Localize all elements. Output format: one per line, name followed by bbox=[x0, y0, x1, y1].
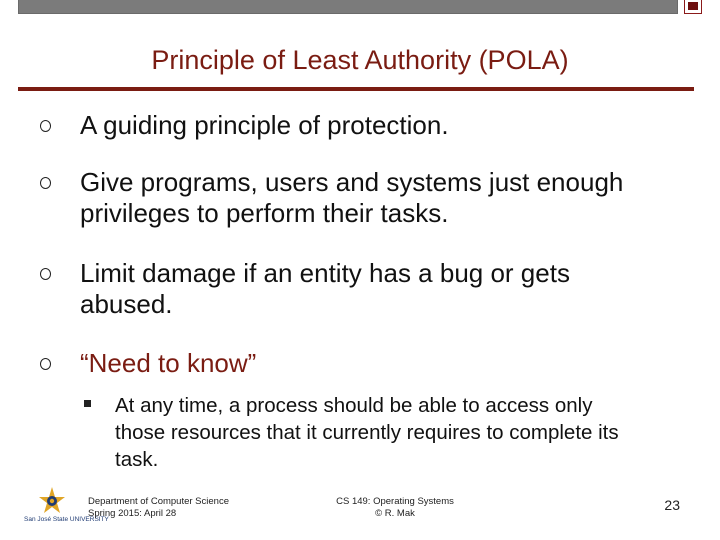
top-band-fill bbox=[18, 0, 678, 14]
hollow-bullet-icon bbox=[40, 358, 51, 370]
university-seal-icon bbox=[24, 486, 80, 518]
university-logo-text: San José State UNIVERSITY bbox=[24, 516, 109, 523]
university-logo bbox=[24, 486, 109, 538]
square-bullet-icon bbox=[84, 400, 91, 407]
title-rule bbox=[18, 87, 694, 91]
footer-author-line: © R. Mak bbox=[375, 508, 415, 519]
footer-department-line: Department of Computer Science bbox=[88, 496, 229, 507]
hollow-bullet-icon bbox=[40, 177, 51, 189]
top-decorative-band bbox=[18, 0, 678, 16]
hollow-bullet-icon bbox=[40, 268, 51, 280]
footer-course-line: CS 149: Operating Systems bbox=[336, 496, 454, 507]
bullet-text: A guiding principle of protection. bbox=[80, 110, 449, 140]
bullet-text: Limit damage if an entity has a bug or gets abused. bbox=[80, 258, 570, 319]
bullet-text: Give programs, users and systems just enough privileges to perform their tasks. bbox=[80, 167, 624, 228]
slide-title: Principle of Least Authority (POLA) bbox=[151, 45, 569, 75]
hollow-bullet-icon bbox=[40, 120, 51, 132]
corner-square-fill bbox=[688, 2, 698, 10]
bullet-text: “Need to know” bbox=[80, 348, 257, 378]
footer-department bbox=[88, 496, 229, 520]
sub-bullet-text: At any time, a process should be able to access only those resources that it currently requires to complete its task. bbox=[115, 394, 619, 471]
footer-course bbox=[310, 496, 480, 520]
footer-date-line: Spring 2015: April 28 bbox=[88, 508, 177, 519]
corner-square-icon bbox=[684, 0, 702, 14]
page-number: 23 bbox=[664, 497, 680, 513]
